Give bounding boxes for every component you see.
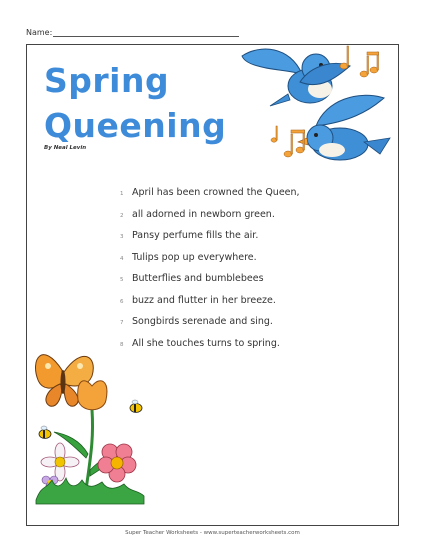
flower-icon [41, 443, 79, 481]
line-number: 2 [120, 212, 124, 219]
line-number: 7 [120, 320, 124, 326]
poem [120, 187, 300, 359]
poem-line [120, 295, 300, 317]
poem-line [120, 273, 300, 295]
name-label: Name: [26, 28, 53, 37]
footer-credit: Super Teacher Worksheets - www.superteacherworksheets.com [125, 530, 300, 536]
poem-line [120, 316, 300, 338]
line-number: 4 [120, 255, 124, 262]
line-number: 6 [120, 298, 124, 305]
poem-line [120, 187, 300, 209]
title-line-2: Queening [44, 106, 227, 145]
title-line-1: Spring [44, 61, 170, 100]
author-byline: By Neal Levin [44, 145, 87, 151]
line-number: 1 [120, 191, 124, 197]
poem-line [120, 252, 300, 274]
flowers-illustration [32, 340, 157, 510]
bluebird-icon [298, 95, 390, 160]
name-field[interactable] [53, 36, 239, 37]
poem-line [120, 209, 300, 231]
poem-line-text: Songbirds serenade and sing. [132, 316, 273, 327]
bee-icon [130, 400, 142, 413]
poem-line-text: All she touches turns to spring. [132, 337, 280, 349]
poem-line [120, 230, 300, 252]
grass [36, 478, 144, 504]
poem-line-text: Butterflies and bumblebees [132, 273, 264, 284]
page-title [44, 58, 226, 148]
line-number: 5 [120, 277, 124, 283]
poem-line-text: April has been crowned the Queen, [132, 187, 300, 198]
poem-line-text: buzz and flutter in her breeze. [132, 294, 276, 306]
line-number: 3 [120, 234, 124, 240]
poem-line-text: Tulips pop up everywhere. [132, 251, 257, 263]
flower-icon [98, 444, 136, 482]
bluebird-icon [242, 49, 350, 106]
bee-icon [39, 426, 51, 439]
bluebirds-illustration [240, 34, 400, 174]
poem-line-text: Pansy perfume fills the air. [132, 230, 259, 241]
line-number: 8 [120, 341, 124, 348]
poem-line-text: all adorned in newborn green. [132, 208, 275, 220]
